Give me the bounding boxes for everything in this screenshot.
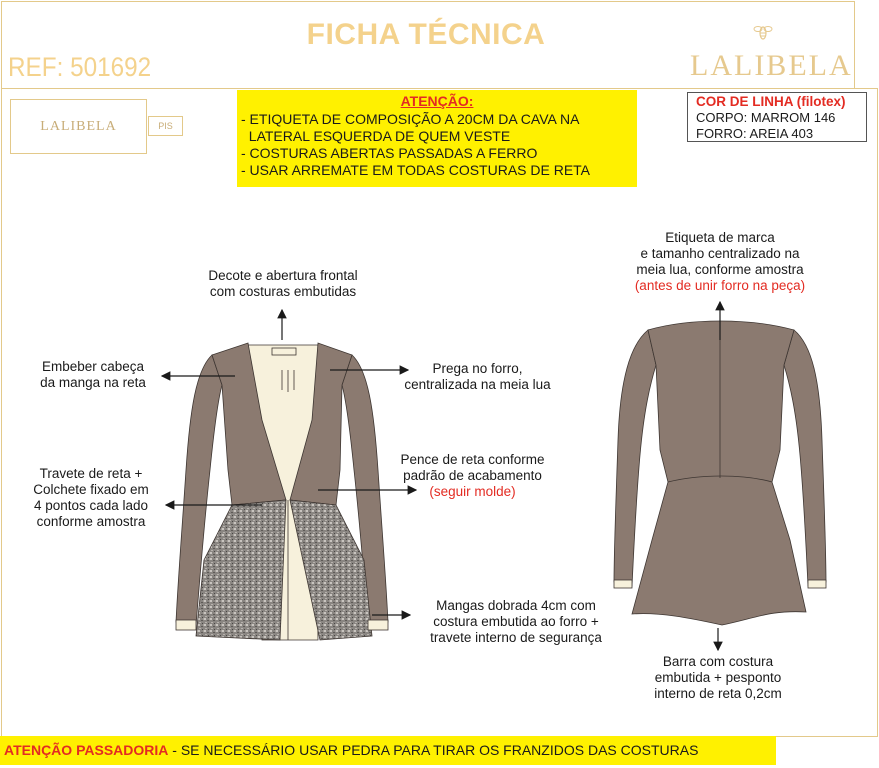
attention-line: LATERAL ESQUERDA DE QUEM VESTE (241, 128, 511, 144)
attention-line: - COSTURAS ABERTAS PASSADAS A FERRO (241, 145, 538, 161)
annotation-line: Mangas dobrada 4cm com (436, 598, 596, 613)
attention-line: - ETIQUETA DE COMPOSIÇÃO A 20CM DA CAVA NA (241, 111, 580, 127)
brand-logo: LALIBELA (690, 49, 853, 82)
annotation-line: Barra com costura (662, 654, 774, 669)
neck-label (272, 348, 296, 355)
annotation-line: da manga na reta (40, 375, 146, 390)
annotation-line: Pence de reta conforme (400, 452, 545, 467)
annotation-line: costura embutida ao forro + (433, 614, 599, 629)
annotation-line: Etiqueta de marca (665, 230, 775, 245)
annotation-pleat (385, 361, 570, 393)
annotation-line: Decote e abertura frontal (208, 268, 358, 283)
annotation-line: Colchete fixado em (33, 482, 149, 497)
annotation-line: 4 pontos cada lado (33, 498, 149, 513)
ironing-warning-text: - SE NECESSÁRIO USAR PEDRA PARA TIRAR OS FRANZIDOS DAS COSTURAS (168, 742, 699, 758)
annotation-line: travete interno de segurança (430, 630, 602, 645)
label-logo-text: LALIBELA (40, 118, 117, 134)
annotation-sleeves (406, 598, 626, 646)
annotation-bartack (16, 466, 166, 530)
front-jacket-drawing (176, 343, 388, 640)
annotation-dart (385, 452, 560, 500)
attention-line: - USAR ARREMATE EM TODAS COSTURAS DE RETA (241, 162, 591, 178)
annotation-line: e tamanho centralizado na (640, 246, 800, 261)
annotation-line: meia lua, conforme amostra (636, 262, 804, 277)
annotation-line: padrão de acabamento (403, 468, 542, 483)
annotation-line: Embeber cabeça (41, 359, 145, 374)
ironing-warning-bar (0, 736, 776, 765)
annotation-line: Prega no forro, (432, 361, 523, 376)
annotation-line: centralizada na meia lua (404, 377, 551, 392)
attention-heading: ATENÇÃO: (400, 93, 474, 109)
back-jacket-drawing (614, 320, 826, 625)
thread-color-title: COR DE LINHA (filotex) (696, 94, 846, 109)
annotation-line: com costuras embutidas (209, 284, 357, 299)
annotation-line: conforme amostra (36, 514, 146, 529)
annotation-note: (seguir molde) (429, 484, 516, 499)
annotation-line: Travete de reta + (39, 466, 143, 481)
thread-lining-color: FORRO: AREIA 403 (696, 126, 814, 141)
annotation-note: (antes de unir forro na peça) (634, 278, 806, 293)
back-body (632, 321, 806, 625)
ironing-warning-label: ATENÇÃO PASSADORIA (4, 742, 169, 758)
annotation-line: embutida + pesponto (654, 670, 782, 685)
left-peplum (196, 500, 286, 640)
annotation-label (606, 230, 834, 294)
page-title: FICHA TÉCNICA (306, 18, 546, 51)
annotation-hem (638, 654, 798, 702)
reference-code: REF: 501692 (8, 52, 152, 82)
annotation-sleeve-cap (18, 359, 168, 391)
thread-body-color: CORPO: MARROM 146 (696, 110, 836, 125)
pis-tag: PIS (148, 116, 183, 136)
annotation-line: interno de reta 0,2cm (654, 686, 782, 701)
annotation-neckline (188, 268, 378, 300)
